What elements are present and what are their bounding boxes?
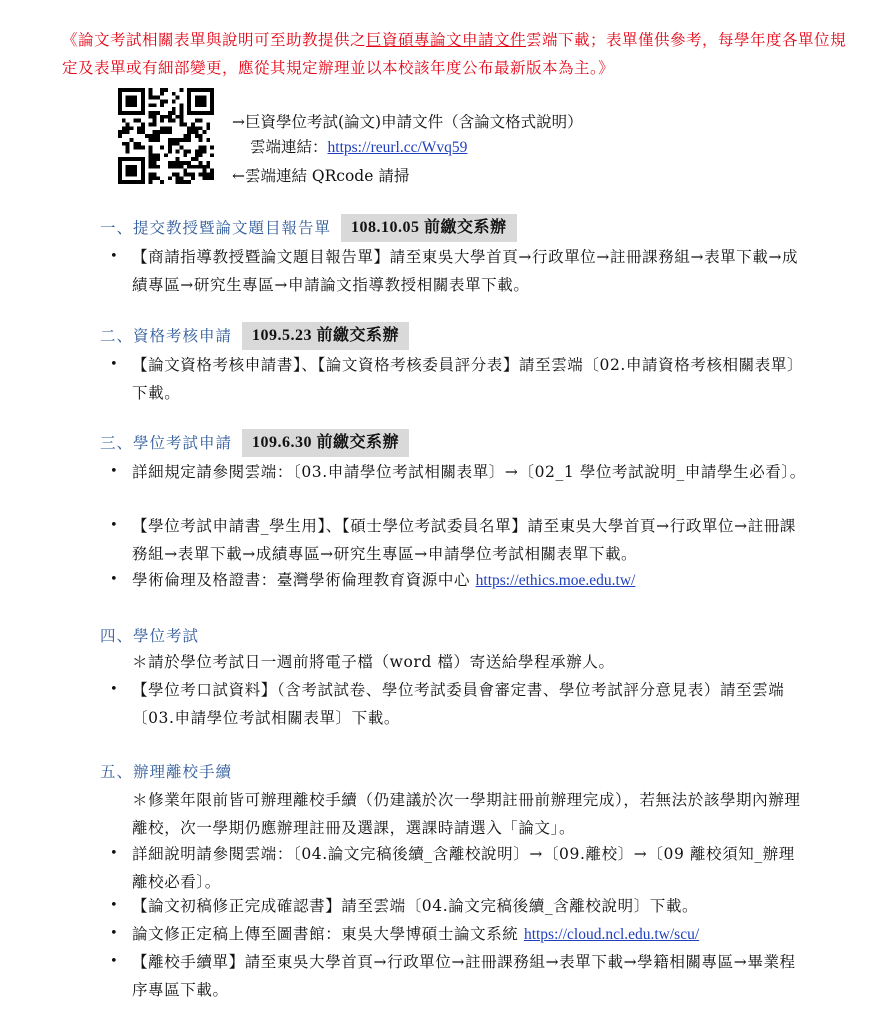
- qr-link-line: [250, 135, 467, 160]
- bullet-text: 【學位考試申請書_學生用】、【碩士學位考試委員名單】請至東吳大學首頁→行政單位→註冊課務組→表單下載→成績專區→研究生專區→申請學位考試相關表單下載。: [132, 517, 797, 563]
- ncl-link[interactable]: https://cloud.ncl.edu.tw/scu/: [523, 926, 700, 943]
- section-3-deadline: 109.6.30 前繳交系辦: [242, 429, 409, 457]
- section-3-heading: [100, 427, 409, 458]
- section-4-title: 四、學位考試: [100, 627, 200, 645]
- bullet-icon: •: [110, 954, 119, 969]
- bullet-icon: •: [110, 682, 119, 697]
- ethics-link[interactable]: https://ethics.moe.edu.tw/: [475, 572, 636, 589]
- section-4-note: ＊請於學位考試日一週前將電子檔（word 檔）寄送給學程承辦人。: [132, 653, 615, 671]
- section-3-item-2: [110, 512, 810, 568]
- section-5-item-1: [110, 840, 810, 896]
- section-2-item-1: [110, 351, 810, 407]
- notice-banner: [62, 26, 852, 82]
- section-1-deadline: 108.10.05 前繳交系辦: [341, 214, 517, 242]
- bullet-text: 論文修正定稿上傳至圖書館：東吳大學博碩士論文系統: [132, 925, 524, 943]
- bullet-icon: •: [110, 464, 119, 479]
- bullet-icon: •: [110, 926, 119, 941]
- section-1-item-1: [110, 243, 810, 299]
- bullet-text: 詳細說明請參閱雲端：〔04.論文完稿後續_含離校說明〕→〔09.離校〕→〔09 離校須知_辦理離校必看〕。: [132, 845, 795, 891]
- qr-caption: →巨資學位考試(論文)申請文件（含論文格式說明）: [232, 113, 583, 131]
- bullet-text: 【論文初稿修正完成確認書】請至雲端〔04.論文完稿後續_含離校說明〕下載。: [132, 897, 699, 915]
- section-2-heading: [100, 320, 409, 351]
- bullet-text: 【商請指導教授暨論文題目報告單】請至東吳大學首頁→行政單位→註冊課務組→表單下載→成績專區→研究生專區→申請論文指導教授相關表單下載。: [132, 248, 799, 294]
- bullet-icon: •: [110, 846, 119, 861]
- section-3-item-3: [110, 566, 810, 595]
- bullet-icon: •: [110, 572, 119, 587]
- bullet-text-with-link: [110, 566, 810, 595]
- bullet-icon: •: [110, 898, 119, 913]
- bullet-icon: •: [110, 518, 119, 533]
- qrcode-image: [118, 88, 214, 184]
- section-1-title: 一、提交教授暨論文題目報告單: [100, 219, 332, 237]
- section-2-title: 二、資格考核申請: [100, 327, 233, 345]
- bullet-text: 詳細規定請參閱雲端：〔03.申請學位考試相關表單〕→〔02_1 學位考試說明_申請學生必看〕。: [132, 463, 806, 481]
- bullet-text-with-link: [110, 920, 810, 949]
- section-3-title: 三、學位考試申請: [100, 434, 233, 452]
- section-1-heading: [100, 212, 517, 243]
- bullet-icon: •: [110, 249, 119, 264]
- section-5-heading: [100, 756, 232, 787]
- notice-open: 《論文考試相關表單與說明可至助教提供之: [62, 31, 367, 49]
- section-2-deadline: 109.5.23 前繳交系辦: [242, 322, 409, 350]
- section-3-item-1: [110, 458, 810, 486]
- bullet-icon: •: [110, 357, 119, 372]
- bullet-text: 【離校手續單】請至東吳大學首頁→行政單位→註冊課務組→表單下載→學籍相關專區→畢業程序專區下載。: [132, 953, 796, 999]
- notice-folder-name: 巨資碩專論文申請文件: [366, 31, 527, 49]
- section-5-item-3: [110, 920, 810, 949]
- qr-instruction: ←雲端連結 QRcode 請掃: [232, 167, 410, 185]
- notice-rest: 表單僅供參考，每學年度各單位規定及表單或有細部變更，應從其規定辦理並以本校該年度公布最新版本為主。》: [62, 31, 847, 77]
- cloud-link[interactable]: https://reurl.cc/Wvq59: [327, 139, 468, 156]
- qr-link-label: 雲端連結：: [250, 138, 328, 156]
- notice-mid: 雲端下載；: [526, 31, 607, 49]
- section-5-title: 五、辦理離校手續: [100, 763, 233, 781]
- section-5-item-4: [110, 948, 810, 1004]
- section-4-item-1: [110, 676, 810, 732]
- section-5-item-2: [110, 892, 810, 920]
- section-5-note: ＊修業年限前皆可辦理離校手續（仍建議於次一學期註冊前辦理完成），若無法於該學期內辦理離校，次一學期仍應辦理註冊及選課，選課時請選入「論文」。: [132, 791, 801, 837]
- bullet-text: 學術倫理及格證書：臺灣學術倫理教育資源中心: [132, 571, 476, 589]
- bullet-text: 【學位考口試資料】（含考試試卷、學位考試委員會審定書、學位考試評分意見表）請至雲端〔03.申請學位考試相關表單〕下載。: [132, 681, 785, 727]
- section-4-heading: [100, 620, 199, 651]
- bullet-text: 【論文資格考核申請書】、【論文資格考核委員評分表】請至雲端〔02.申請資格考核相關表單〕下載。: [132, 356, 804, 402]
